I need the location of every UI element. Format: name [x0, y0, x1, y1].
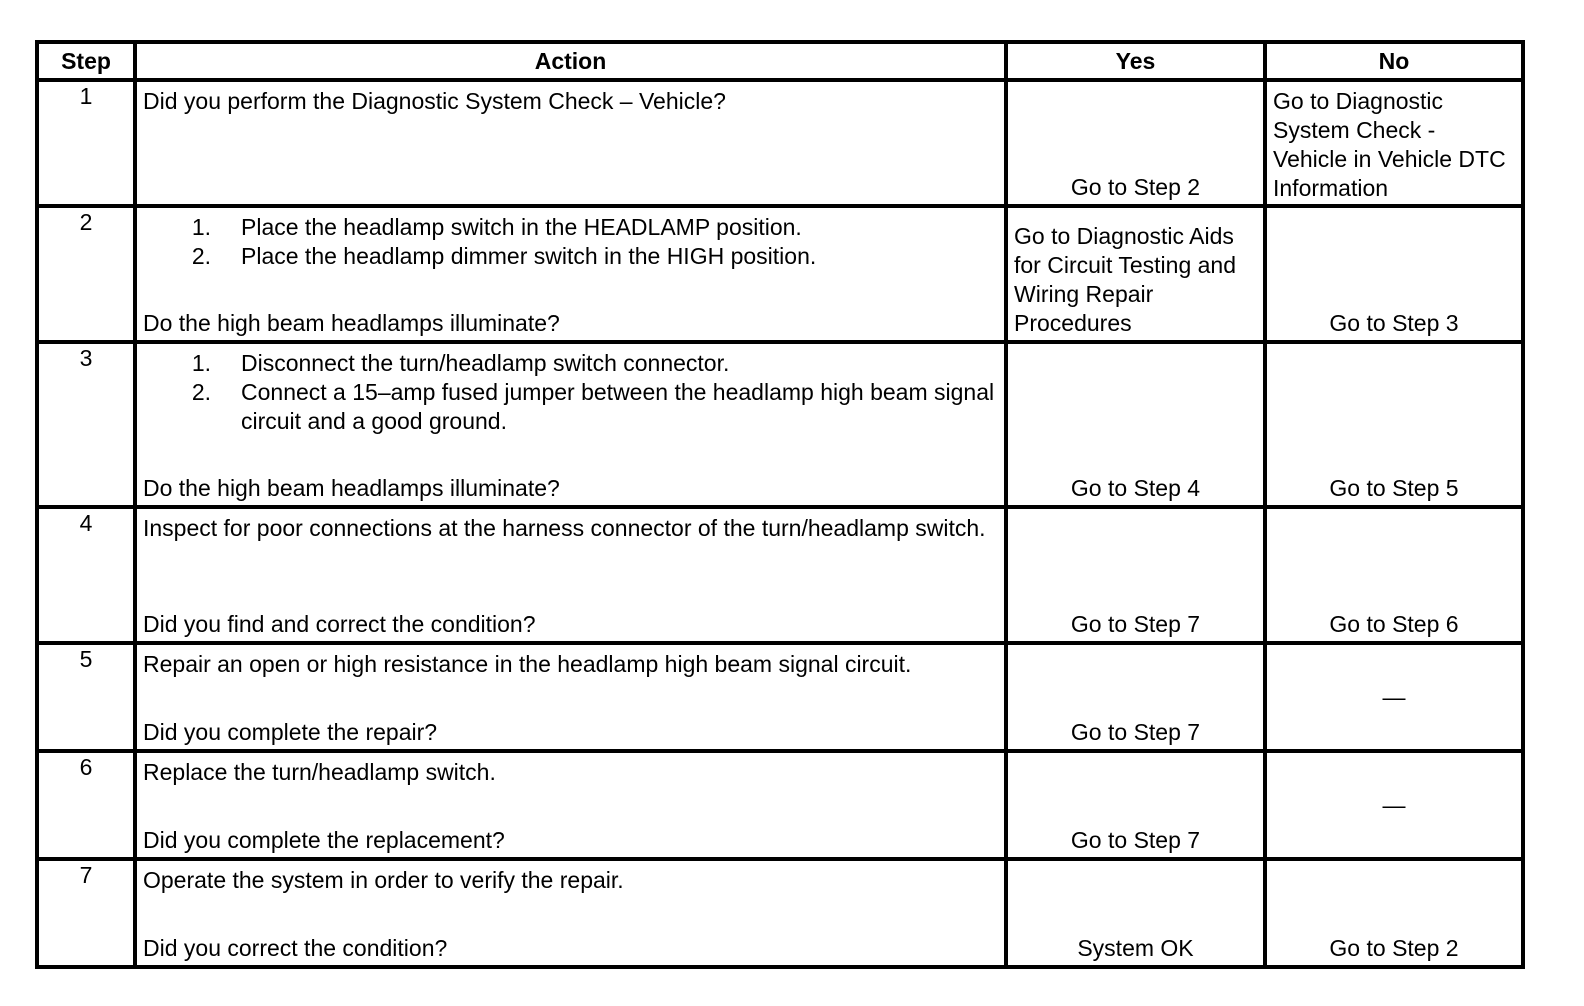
header-row [37, 42, 1523, 80]
yes-text: Go to Step 7 [1070, 719, 1201, 745]
step-number: 2 [37, 206, 135, 342]
action-cell [135, 751, 1006, 859]
action-text: Repair an open or high resistance in the headlamp high beam signal circuit. [143, 651, 912, 677]
yes-text: Go to Step 4 [1070, 475, 1201, 501]
action-cell [135, 643, 1006, 751]
action-question: Do the high beam headlamps illuminate? [143, 310, 560, 336]
action-question: Did you find and correct the condition? [143, 611, 536, 637]
action-question: Did you correct the condition? [143, 935, 448, 961]
no-cell [1265, 507, 1523, 643]
step-number: 5 [37, 643, 135, 751]
step-number: 4 [37, 507, 135, 643]
action-question: Did you complete the repair? [143, 719, 438, 745]
action-cell [135, 859, 1006, 967]
list-item: 2. Place the headlamp dimmer switch in the HIGH position. [191, 243, 817, 269]
yes-text: System OK [1077, 935, 1194, 961]
yes-text: Go to Step 2 [1070, 174, 1201, 200]
table-row [37, 859, 1523, 967]
header-action: Action [135, 42, 1006, 80]
yes-cell [1006, 751, 1265, 859]
yes-cell [1006, 206, 1265, 342]
action-text: Replace the turn/headlamp switch. [143, 759, 496, 785]
list-item: 1. Disconnect the turn/headlamp switch connector. [191, 350, 730, 376]
yes-cell [1006, 342, 1265, 507]
action-text: Inspect for poor connections at the harness connector of the turn/headlamp switch. [143, 515, 986, 541]
action-cell [135, 342, 1006, 507]
action-question: Did you complete the replacement? [143, 827, 505, 853]
table-row [37, 342, 1523, 507]
header-step: Step [37, 42, 135, 80]
action-list [143, 349, 998, 436]
header-no: No [1265, 42, 1523, 80]
diagnostic-table [35, 40, 1525, 969]
no-text: Go to Diagnostic System Check - Vehicle in Vehicle DTC Information [1273, 88, 1506, 201]
action-list [143, 213, 998, 271]
no-cell [1265, 859, 1523, 967]
no-text: Go to Step 5 [1329, 475, 1459, 501]
no-cell [1265, 80, 1523, 206]
no-cell [1265, 342, 1523, 507]
no-text: — [1382, 791, 1406, 818]
action-text: Operate the system in order to verify the repair. [143, 867, 624, 893]
no-text: Go to Step 6 [1329, 611, 1459, 637]
yes-cell [1006, 859, 1265, 967]
yes-cell [1006, 643, 1265, 751]
table-row [37, 751, 1523, 859]
step-number: 7 [37, 859, 135, 967]
list-item: 2. Connect a 15–amp fused jumper between the headlamp high beam signal circuit and a good ground. [191, 379, 995, 434]
action-cell [135, 507, 1006, 643]
yes-cell [1006, 507, 1265, 643]
table-row [37, 507, 1523, 643]
table-row [37, 206, 1523, 342]
action-cell [135, 206, 1006, 342]
step-number: 3 [37, 342, 135, 507]
yes-text: Go to Step 7 [1070, 827, 1201, 853]
yes-text: Go to Diagnostic Aids for Circuit Testing and Wiring Repair Procedures [1014, 223, 1237, 336]
header-yes: Yes [1006, 42, 1265, 80]
action-text: Did you perform the Diagnostic System Check – Vehicle? [143, 88, 726, 114]
no-text: Go to Step 3 [1329, 310, 1459, 336]
no-cell [1265, 643, 1523, 751]
list-item: 1. Place the headlamp switch in the HEADLAMP position. [191, 214, 802, 240]
table-row [37, 643, 1523, 751]
no-text: Go to Step 2 [1329, 935, 1459, 961]
yes-text: Go to Step 7 [1070, 611, 1201, 637]
step-number: 6 [37, 751, 135, 859]
no-text: — [1382, 683, 1406, 710]
no-cell [1265, 751, 1523, 859]
action-cell [135, 80, 1006, 206]
table-row [37, 80, 1523, 206]
no-cell [1265, 206, 1523, 342]
action-question: Do the high beam headlamps illuminate? [143, 475, 560, 501]
yes-cell [1006, 80, 1265, 206]
step-number: 1 [37, 80, 135, 206]
